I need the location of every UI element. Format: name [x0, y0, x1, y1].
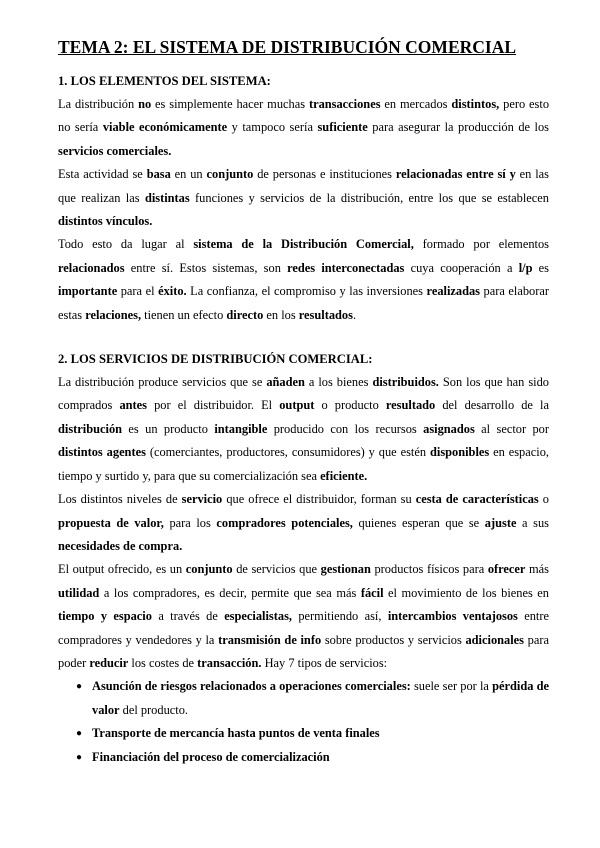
list-item-text [92, 726, 380, 740]
bold-text: importante [58, 284, 118, 299]
bold-text: transacciones [308, 97, 381, 111]
list-item-text [92, 750, 330, 764]
list-item [58, 722, 549, 745]
bold-text: éxito. [158, 284, 187, 299]
bold-text: relaciones, [85, 307, 142, 322]
bold-text: intercambios ventajosos [387, 609, 518, 624]
bold-text: conjunto [185, 562, 233, 577]
bold-text: disponibles [429, 445, 490, 460]
bold-text: Financiación del proceso de comercialización [92, 749, 330, 764]
bold-text: resultado [385, 398, 436, 413]
bold-text: transmisión de info [218, 632, 322, 647]
bold-text: sistema de la Distribución Comercial, [193, 237, 414, 252]
bold-text: utilidad [58, 585, 100, 600]
bullet-icon: ● [76, 751, 83, 763]
bold-text: redes interconectadas [287, 260, 405, 275]
section-1-paragraph-3: Todo esto da lugar al sistema de la Distribución Comercial, formado por elementos relacionados entre sí. Estos sistemas, son redes interconectadas cuya cooperación a l/p es importante para el éxito. La confianza, el compromiso y las inversiones realizadas para elaborar estas relaciones, tienen un efecto directo en los resultados. [58, 237, 550, 322]
bold-text: no [138, 97, 152, 111]
bold-text: cesta de características [415, 492, 539, 507]
bold-text: fácil [360, 585, 384, 600]
bold-text: distintos, [451, 97, 500, 111]
bold-text: conjunto [206, 167, 254, 182]
section-2-paragraph-3: El output ofrecido, es un conjunto de servicios que gestionan productos físicos para ofrecer más utilidad a los compradores, es decir, permite que sea más fácil el movimiento de los bienes en tiempo y espacio a través de especialistas, permitiendo así, intercambios ventajosos entre compradores y vendedores y la transmisión de info sobre productos y servicios adicionales para poder reducir los costes de transacción. Hay 7 tipos de servicios: [58, 562, 550, 670]
bold-text: propuesta de valor, [58, 515, 164, 530]
bold-text: distribuidos. [372, 375, 439, 390]
bold-text: gestionan [320, 562, 371, 577]
bold-text: compradores potenciales, [216, 515, 353, 530]
bold-text: transacción. [197, 655, 262, 670]
bold-text: relacionadas entre sí y [395, 167, 516, 182]
bold-text: Transporte de mercancía hasta puntos de venta finales [92, 726, 380, 741]
bold-text: eficiente. [320, 468, 368, 483]
bold-text: intangible [214, 421, 268, 436]
section-2-paragraph-2: Los distintos niveles de servicio que ofrece el distribuidor, forman su cesta de características o propuesta de valor, para los compradores potenciales, quienes esperan que se ajuste a sus necesidades de compra. [58, 492, 549, 553]
section-1-paragraph-1: La distribución no es simplemente hacer muchas transacciones en mercados distintos, pero esto no sería viable económicamente y tampoco sería suficiente para asegurar la producción de los servicios comerciales. [58, 97, 550, 158]
bold-text: relacionados [58, 260, 125, 275]
bold-text: l/p [518, 260, 533, 275]
bold-text: suficiente [317, 120, 368, 135]
bold-text: directo [226, 307, 264, 322]
bold-text: basa [146, 167, 171, 182]
bold-text: distribución [58, 421, 123, 436]
bold-text: ofrecer [487, 562, 526, 577]
bold-text: Asunción de riesgos relacionados a operaciones comerciales: [92, 679, 411, 694]
document-title: TEMA 2: EL SISTEMA DE DISTRIBUCIÓN COMERCIAL [58, 37, 517, 57]
bold-text: asignados [423, 421, 475, 436]
list-item [58, 675, 549, 722]
bold-text: reducir [89, 655, 129, 670]
bold-text: distintas [144, 190, 190, 205]
bold-text: output [279, 398, 315, 413]
bold-text: añaden [266, 375, 305, 390]
bold-text: antes [119, 398, 148, 413]
section-2-heading: 2. LOS SERVICIOS DE DISTRIBUCIÓN COMERCIAL: [58, 352, 373, 367]
section-1-paragraph-2: Esta actividad se basa en un conjunto de personas e instituciones relacionadas entre sí y en las que realizan las distintas funciones y servicios de la distribución, entre los que se establecen distintos vínculos. [58, 167, 549, 229]
bold-text: realizadas [426, 284, 481, 299]
list-item [58, 746, 549, 769]
section-1-heading: 1. LOS ELEMENTOS DEL SISTEMA: [58, 74, 271, 88]
bullet-icon: ● [76, 728, 83, 740]
bold-text: resultados [298, 307, 353, 322]
services-list [58, 675, 549, 769]
bold-text: ajuste [484, 515, 517, 530]
bold-text: servicio [181, 492, 223, 507]
bold-text: especialistas, [224, 609, 292, 624]
bold-text: viable económicamente [102, 120, 228, 135]
list-item-text: Asunción de riesgos relacionados a operaciones comerciales: suele ser por la pérdida de valor del producto. [92, 679, 549, 717]
bullet-icon: ● [76, 681, 83, 693]
bold-text: tiempo y espacio [58, 609, 152, 624]
bold-text: servicios comerciales. [58, 143, 172, 158]
bold-text: distintos agentes [58, 445, 146, 460]
bold-text: pérdida de valor [92, 679, 549, 717]
bold-text: distintos vínculos. [58, 214, 153, 229]
document-page [58, 0, 549, 769]
bold-text: adicionales [465, 632, 524, 647]
bold-text: necesidades de compra. [58, 538, 183, 553]
section-2-paragraph-1: La distribución produce servicios que se añaden a los bienes distribuidos. Son los que han sido comprados antes por el distribuidor. El output o producto resultado del desarrollo de la distribución es un producto intangible producido con los recursos asignados al sector por distintos agentes (comerciantes, productores, consumidores) y que estén disponibles en espacio, tiempo y surtido y, para que su comercialización sea eficiente. [58, 375, 549, 483]
